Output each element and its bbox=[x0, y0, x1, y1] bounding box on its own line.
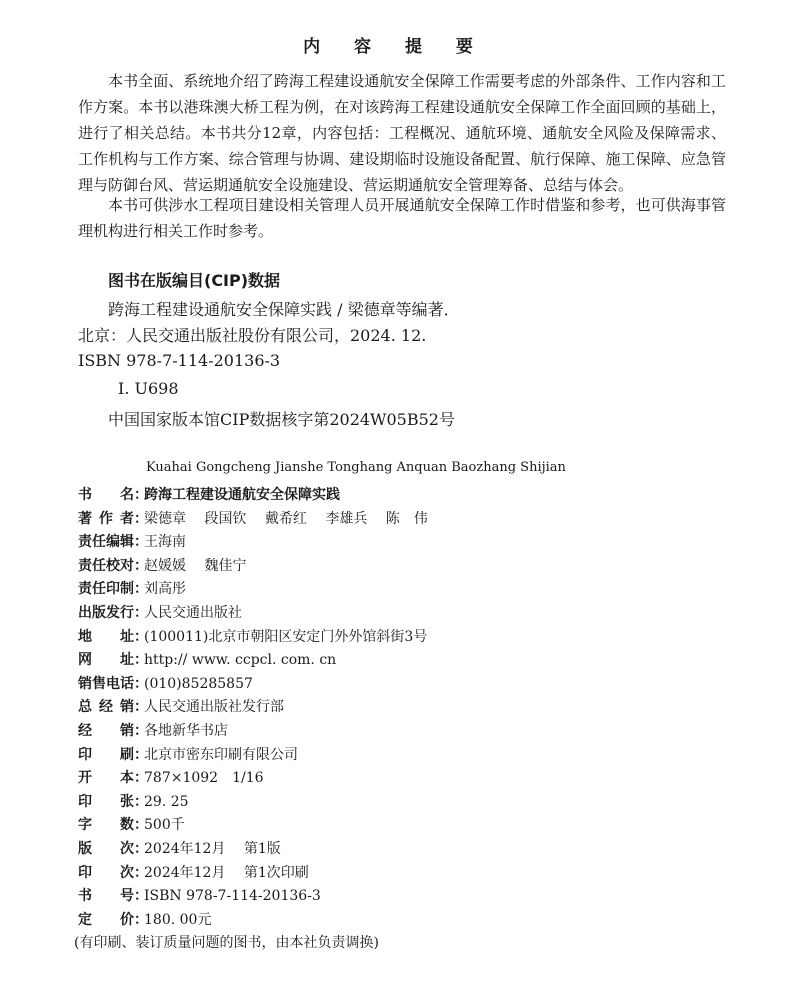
colophon-label: 印 次 ： bbox=[78, 864, 148, 881]
colophon-row bbox=[78, 838, 738, 862]
cip-line-classification: Ⅰ. U698 bbox=[118, 379, 179, 398]
abstract-paragraph-2: 本书可供涉水工程项目建设相关管理人员开展通航安全保障工作时借鉴和参考，也可供海事管理机构进行相关工作时参考。 bbox=[78, 196, 726, 240]
colophon-label: 印 张 ： bbox=[78, 793, 148, 810]
footnote: (有印刷、装订质量问题的图书，由本社负责调换) bbox=[74, 935, 379, 951]
colophon-label: 总 经 销 ： bbox=[78, 699, 148, 716]
colophon-value: 787×1092 1/16 bbox=[144, 770, 264, 787]
colophon-value: 梁德章 段国钦 戴希红 李雄兵 陈 伟 bbox=[144, 510, 428, 527]
colophon-value: 500千 bbox=[144, 817, 185, 834]
colophon-row bbox=[78, 508, 738, 532]
cip-line-isbn: ISBN 978-7-114-20136-3 bbox=[78, 351, 281, 370]
colophon-row bbox=[78, 673, 738, 697]
colophon-label: 书 号 ： bbox=[78, 888, 148, 905]
page-heading: 内 容 提 要 bbox=[303, 37, 487, 57]
colophon-label: 版 次 ： bbox=[78, 840, 148, 857]
colophon-row bbox=[78, 814, 738, 838]
colophon-value: 赵媛媛 魏佳宁 bbox=[144, 557, 247, 574]
colophon-row bbox=[78, 696, 738, 720]
colophon-value: 人民交通出版社 bbox=[144, 604, 242, 621]
colophon-value: (010)85285857 bbox=[144, 675, 253, 692]
colophon-label: 责 任 校 对 ： bbox=[78, 557, 148, 574]
colophon-value: 王海南 bbox=[144, 534, 186, 551]
colophon-value: 刘高彤 bbox=[144, 581, 186, 598]
colophon-row bbox=[78, 791, 738, 815]
pinyin-title: Kuahai Gongcheng Jianshe Tonghang Anquan Baozhang Shijian bbox=[146, 460, 566, 475]
colophon-value: 180. 00元 bbox=[144, 911, 212, 928]
colophon-label: 网 址 ： bbox=[78, 652, 148, 669]
cip-line-title: 跨海工程建设通航安全保障实践 / 梁德章等编著． bbox=[108, 300, 460, 319]
colophon-label: 定 价 ： bbox=[78, 911, 148, 928]
colophon-row bbox=[78, 649, 738, 673]
cip-line-record-number: 中国国家版本馆CIP数据核字第2024W05B52号 bbox=[108, 410, 455, 429]
colophon-value: 北京市密东印刷有限公司 bbox=[144, 746, 298, 763]
colophon-label: 字 数 ： bbox=[78, 817, 148, 834]
colophon-label: 出 版 发 行 ： bbox=[78, 604, 148, 621]
colophon-value: 29. 25 bbox=[144, 793, 189, 810]
colophon-value: ISBN 978-7-114-20136-3 bbox=[144, 888, 321, 905]
abstract-paragraph-1: 本书全面、系统地介绍了跨海工程建设通航安全保障工作需要考虑的外部条件、工作内容和工作方案。本书以港珠澳大桥工程为例，在对该跨海工程建设通航安全保障工作全面回顾的基础上，进行了相关总结。本书共分12章，内容包括：工程概况、通航环境、通航安全风险及保障需求、工作机构与工作方案、综合管理与协调、建设期临时设施设备配置、航行保障、施工保障、应急管理与防御台风、营运期通航安全设施建设、营运期通航安全管理筹备、总结与体会。 bbox=[78, 72, 726, 194]
colophon-label: 地 址 ： bbox=[78, 628, 148, 645]
colophon-row bbox=[78, 862, 738, 886]
colophon-label: 责 任 印 制 ： bbox=[78, 581, 148, 598]
colophon-label: 印 刷 ： bbox=[78, 746, 148, 763]
colophon-value: 跨海工程建设通航安全保障实践 bbox=[144, 487, 340, 503]
colophon-value: 人民交通出版社发行部 bbox=[144, 699, 284, 716]
colophon-value: http:// www. ccpcl. com. cn bbox=[144, 652, 337, 669]
colophon-value: 2024年12月 第1版 bbox=[144, 840, 281, 857]
colophon-row bbox=[78, 626, 738, 650]
colophon-row bbox=[78, 885, 738, 909]
cip-line-publisher: 北京：人民交通出版社股份有限公司，2024. 12. bbox=[78, 326, 427, 345]
colophon-row bbox=[78, 909, 738, 933]
colophon-row bbox=[78, 531, 738, 555]
colophon-row bbox=[78, 555, 738, 579]
colophon-row bbox=[78, 602, 738, 626]
colophon-label: 责 任 编 辑 ： bbox=[78, 534, 148, 551]
colophon-label: 开 本 ： bbox=[78, 770, 148, 787]
colophon-row bbox=[78, 578, 738, 602]
colophon-label: 经 销 ： bbox=[78, 722, 148, 739]
colophon-label: 书 名 ： bbox=[78, 487, 148, 503]
colophon-row bbox=[78, 767, 738, 791]
cip-title: 图书在版编目(CIP)数据 bbox=[108, 271, 281, 290]
colophon-label: 销 售 电 话 ： bbox=[78, 675, 148, 692]
colophon-label: 著 作 者 ： bbox=[78, 510, 148, 527]
colophon-value: 各地新华书店 bbox=[144, 722, 228, 739]
colophon-row bbox=[78, 720, 738, 744]
colophon-value: 2024年12月 第1次印刷 bbox=[144, 864, 309, 881]
colophon-row bbox=[78, 744, 738, 768]
colophon bbox=[78, 484, 738, 932]
colophon-row bbox=[78, 484, 738, 508]
colophon-value: (100011)北京市朝阳区安定门外外馆斜街3号 bbox=[144, 628, 428, 645]
